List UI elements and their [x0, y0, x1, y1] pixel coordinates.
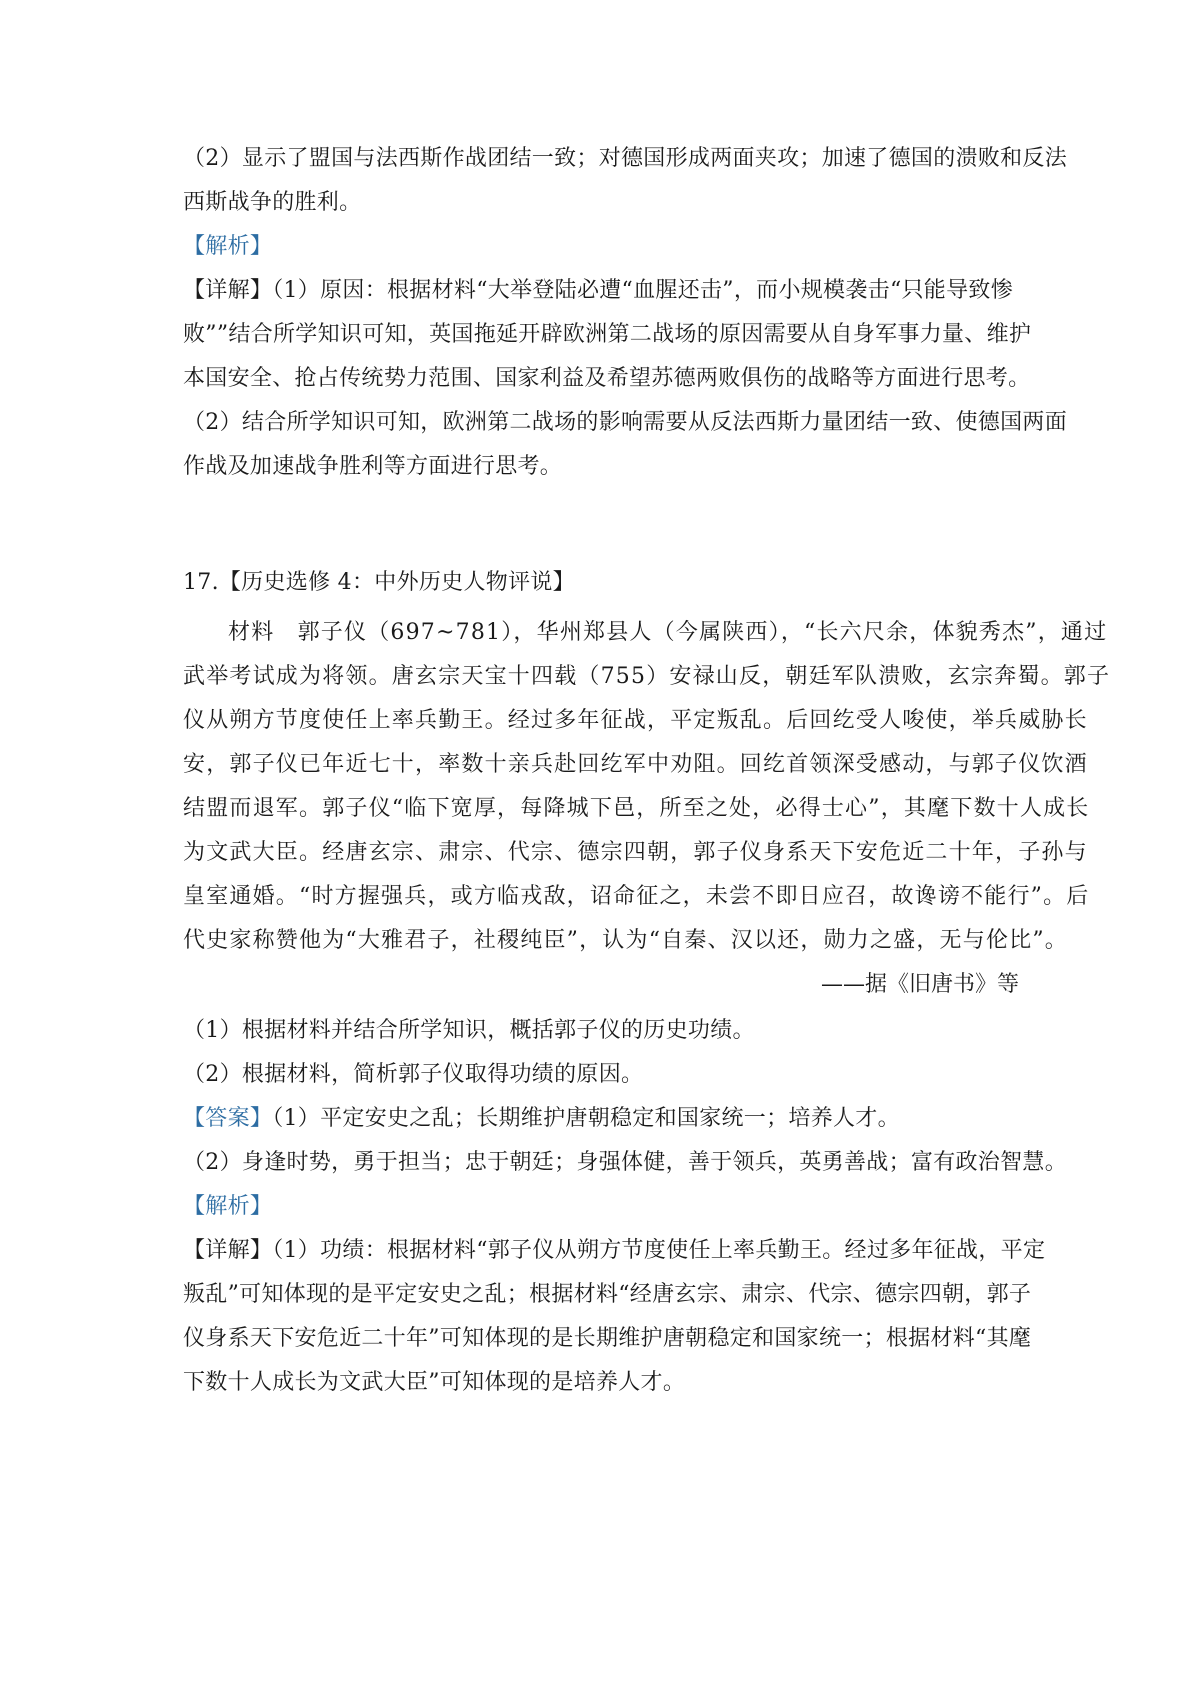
question-1: （1）根据材料并结合所学知识，概括郭子仪的历史功绩。 [183, 1018, 755, 1043]
material-line: 代史家称赞他为“大雅君子，社稷纯臣”，认为“自秦、汉以还，勋力之盛，无与伦比”。 [183, 928, 1068, 953]
material-line: 材料 郭子仪（697~781），华州郑县人（今属陕西），“长六尺余，体貌秀杰”，通过 [228, 620, 1108, 645]
prev-answer-part2-line1: （2）显示了盟国与法西斯作战团结一致；对德国形成两面夹攻；加速了德国的溃败和反法 [183, 146, 1067, 171]
detail-line1-text: （1）功绩：根据材料“郭子仪从朔方节度使任上率兵勤王。经过多年征战，平定 [272, 1238, 1046, 1263]
material-line: 皇室通婚。“时方握强兵，或方临戎敌，诏命征之，未尝不即日应召，故谗谤不能行”。后 [183, 884, 1090, 909]
prev-detail-line1-text: （1）原因：根据材料“大举登陆必遭“血腥还击”，而小规模袭击“只能导致惨 [272, 278, 1013, 303]
prev-detail-line4: （2）结合所学知识可知，欧洲第二战场的影响需要从反法西斯力量团结一致、使德国两面 [183, 410, 1067, 435]
prev-answer-part2-line2: 西斯战争的胜利。 [183, 190, 362, 215]
answer-1: （1）平定安史之乱；长期维护唐朝稳定和国家统一；培养人才。 [272, 1106, 900, 1131]
material-line: 武举考试成为将领。唐玄宗天宝十四载（755）安禄山反，朝廷军队溃败，玄宗奔蜀。郭子 [183, 664, 1111, 689]
prev-detail-line3: 本国安全、抢占传统势力范围、国家利益及希望苏德两败俱伤的战略等方面进行思考。 [183, 366, 1031, 391]
material-source: ——据《旧唐书》等 [820, 972, 1019, 997]
prev-detail-tag: 【详解】 [183, 278, 273, 303]
material-line: 仪从朔方节度使任上率兵勤王。经过多年征战，平定叛乱。后回纥受人唆使，举兵威胁长 [183, 708, 1088, 733]
analysis-tag: 【解析】 [183, 1194, 273, 1219]
answer-2: （2）身逢时势，勇于担当；忠于朝廷；身强体健，善于领兵，英勇善战；富有政治智慧。 [183, 1150, 1067, 1175]
detail-line4: 下数十人成长为文武大臣”可知体现的是培养人才。 [183, 1370, 686, 1395]
prev-detail-line1 [183, 280, 1013, 302]
detail-tag: 【详解】 [183, 1238, 273, 1263]
prev-detail-line2: 败””结合所学知识可知，英国拖延开辟欧洲第二战场的原因需要从自身军事力量、维护 [183, 322, 1032, 347]
detail-line3: 仪身系天下安危近二十年”可知体现的是长期维护唐朝稳定和国家统一；根据材料“其麾 [183, 1326, 1032, 1351]
prev-detail-line5: 作战及加速战争胜利等方面进行思考。 [183, 454, 563, 479]
material-line: 安，郭子仪已年近七十，率数十亲兵赴回纥军中劝阻。回纥首领深受感动，与郭子仪饮酒 [183, 752, 1088, 777]
material-line: 为文武大臣。经唐玄宗、肃宗、代宗、德宗四朝，郭子仪身系天下安危近二十年，子孙与 [183, 840, 1088, 865]
question-17-title: 17.【历史选修 4：中外历史人物评说】 [183, 570, 575, 595]
question-2: （2）根据材料，简析郭子仪取得功绩的原因。 [183, 1062, 644, 1087]
material-line: 结盟而退军。郭子仪“临下宽厚，每降城下邑，所至之处，必得士心”，其麾下数十人成长 [183, 796, 1090, 821]
detail-line2: 叛乱”可知体现的是平定安史之乱；根据材料“经唐玄宗、肃宗、代宗、德宗四朝，郭子 [183, 1282, 1032, 1307]
detail-line1 [183, 1240, 1045, 1262]
answer-line1 [183, 1108, 900, 1130]
prev-analysis-tag: 【解析】 [183, 234, 273, 259]
answer-tag: 【答案】 [183, 1106, 273, 1131]
